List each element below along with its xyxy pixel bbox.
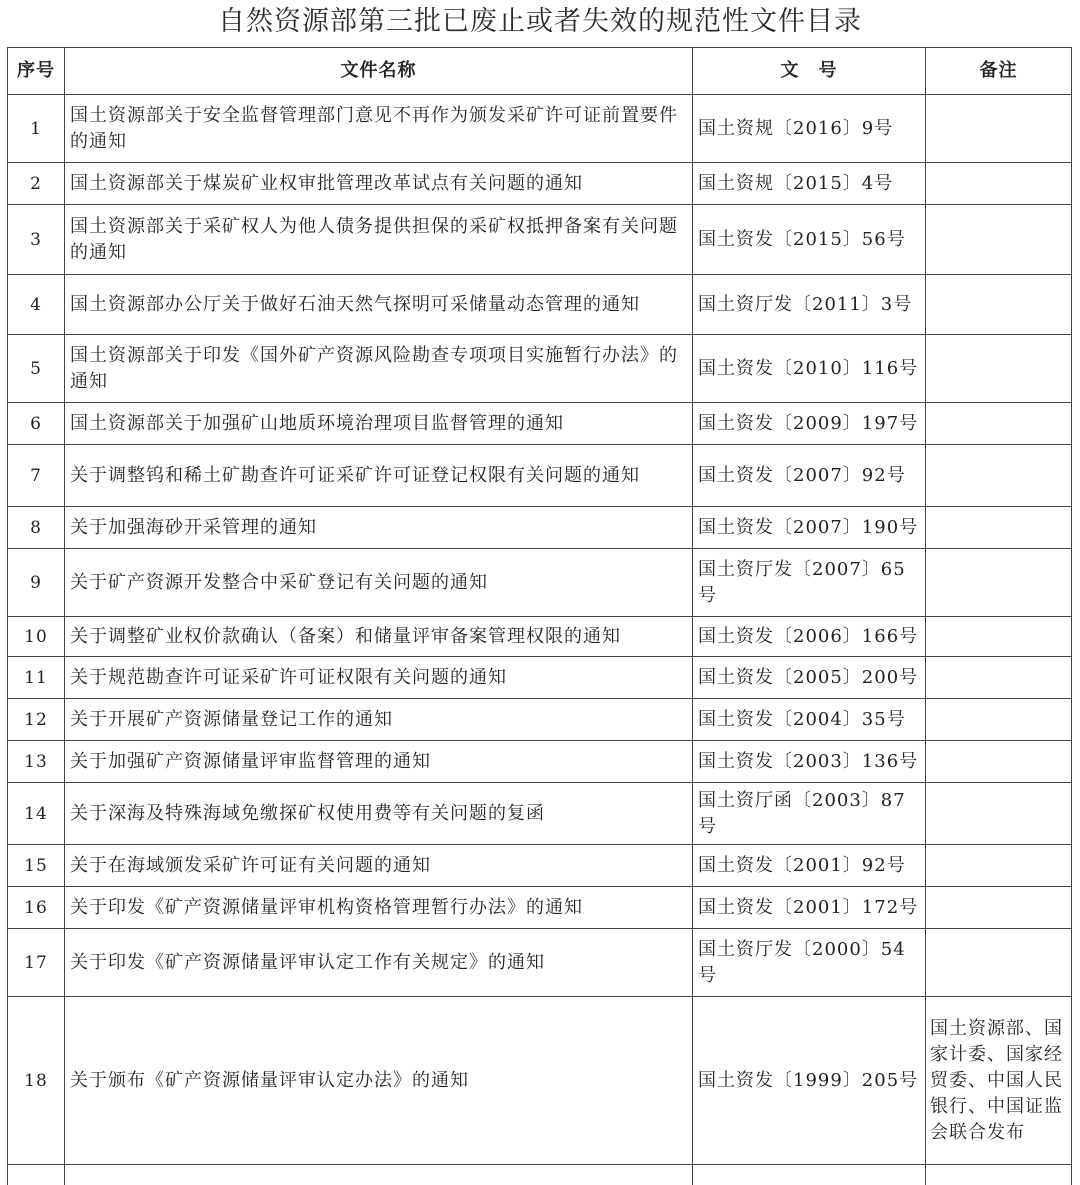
header-name: 文件名称	[65, 48, 693, 95]
header-no: 序号	[8, 48, 65, 95]
row-no: 16	[8, 887, 65, 929]
row-doc-number: 国土资发〔1999〕205号	[693, 997, 926, 1165]
row-doc-number: 国土资发〔2001〕92号	[693, 845, 926, 887]
row-doc-number: 国土资发〔2001〕172号	[693, 887, 926, 929]
row-no: 17	[8, 929, 65, 997]
row-no: 4	[8, 275, 65, 335]
row-name: 关于调整矿业权价款确认（备案）和储量评审备案管理权限的通知	[65, 617, 693, 657]
table-row	[8, 445, 1072, 507]
row-doc-number: 国土资发〔2005〕200号	[693, 657, 926, 699]
table-row	[8, 699, 1072, 741]
row-remark	[926, 741, 1072, 783]
row-doc-number: 国土资发〔2003〕136号	[693, 741, 926, 783]
row-name: 关于颁布《矿产资源储量评审认定办法》的通知	[65, 997, 693, 1165]
table-row	[8, 657, 1072, 699]
row-no: 11	[8, 657, 65, 699]
row-doc-number: 国土资发〔2007〕92号	[693, 445, 926, 507]
row-name: 关于加强海砂开采管理的通知	[65, 507, 693, 549]
row-remark	[926, 205, 1072, 275]
table-row	[8, 205, 1072, 275]
row-remark	[926, 163, 1072, 205]
table-row	[8, 95, 1072, 163]
row-doc-number: 国土资发〔2004〕35号	[693, 699, 926, 741]
row-remark	[926, 95, 1072, 163]
row-name: 关于加强矿产资源储量评审监督管理的通知	[65, 741, 693, 783]
row-name: 关于矿产资源开发整合中采矿登记有关问题的通知	[65, 549, 693, 617]
row-name: 国土资源部关于采矿权人为他人债务提供担保的采矿权抵押备案有关问题的通知	[65, 205, 693, 275]
row-doc-number: 国土资发〔2015〕56号	[693, 205, 926, 275]
row-doc-number: 国土资发〔2006〕166号	[693, 617, 926, 657]
row-doc-number: 国土资厅发〔2007〕65号	[693, 549, 926, 617]
row-doc-number: 国土资发〔2007〕190号	[693, 507, 926, 549]
row-no: 9	[8, 549, 65, 617]
row-remark	[926, 507, 1072, 549]
row-doc-number	[693, 1165, 926, 1185]
row-no: 12	[8, 699, 65, 741]
table-row	[8, 163, 1072, 205]
page-title: 自然资源部第三批已废止或者失效的规范性文件目录	[218, 6, 862, 37]
row-name: 国土资源部办公厅关于做好石油天然气探明可采储量动态管理的通知	[65, 275, 693, 335]
row-remark	[926, 783, 1072, 845]
table-row	[8, 929, 1072, 997]
row-no: 1	[8, 95, 65, 163]
row-remark	[926, 335, 1072, 403]
row-name: 国土资源部关于加强矿山地质环境治理项目监督管理的通知	[65, 403, 693, 445]
document-table	[7, 47, 1072, 1185]
table-row	[8, 1165, 1072, 1185]
table-row	[8, 887, 1072, 929]
row-no: 10	[8, 617, 65, 657]
row-remark	[926, 403, 1072, 445]
table-row	[8, 997, 1072, 1165]
row-name: 国土资源部关于安全监督管理部门意见不再作为颁发采矿许可证前置要件的通知	[65, 95, 693, 163]
header-doc-number: 文 号	[693, 48, 926, 95]
row-remark: 国土资源部、国家计委、国家经贸委、中国人民银行、中国证监会联合发布	[926, 997, 1072, 1165]
row-doc-number: 国土资规〔2015〕4号	[693, 163, 926, 205]
table-row	[8, 549, 1072, 617]
row-name: 关于印发《矿产资源储量评审认定工作有关规定》的通知	[65, 929, 693, 997]
row-remark	[926, 549, 1072, 617]
row-remark	[926, 699, 1072, 741]
row-remark	[926, 275, 1072, 335]
row-doc-number: 国土资规〔2016〕9号	[693, 95, 926, 163]
row-doc-number: 国土资发〔2009〕197号	[693, 403, 926, 445]
row-doc-number: 国土资厅发〔2000〕54号	[693, 929, 926, 997]
row-no: 2	[8, 163, 65, 205]
row-no: 13	[8, 741, 65, 783]
table-row	[8, 617, 1072, 657]
table-row	[8, 335, 1072, 403]
table-row	[8, 783, 1072, 845]
row-name: 关于规范勘查许可证采矿许可证权限有关问题的通知	[65, 657, 693, 699]
table-row	[8, 403, 1072, 445]
row-remark	[926, 845, 1072, 887]
row-doc-number: 国土资厅发〔2011〕3号	[693, 275, 926, 335]
table-row	[8, 275, 1072, 335]
row-name: 关于调整钨和稀土矿勘查许可证采矿许可证登记权限有关问题的通知	[65, 445, 693, 507]
row-name: 国土资源部关于煤炭矿业权审批管理改革试点有关问题的通知	[65, 163, 693, 205]
row-name	[65, 1165, 693, 1185]
row-no: 6	[8, 403, 65, 445]
row-no: 3	[8, 205, 65, 275]
row-name: 关于在海域颁发采矿许可证有关问题的通知	[65, 845, 693, 887]
row-no: 15	[8, 845, 65, 887]
table-row	[8, 845, 1072, 887]
row-name: 关于印发《矿产资源储量评审机构资格管理暂行办法》的通知	[65, 887, 693, 929]
row-remark	[926, 617, 1072, 657]
row-remark	[926, 887, 1072, 929]
row-no: 7	[8, 445, 65, 507]
row-no: 8	[8, 507, 65, 549]
table-row	[8, 741, 1072, 783]
row-name: 关于开展矿产资源储量登记工作的通知	[65, 699, 693, 741]
row-remark	[926, 657, 1072, 699]
row-name: 关于深海及特殊海域免缴探矿权使用费等有关问题的复函	[65, 783, 693, 845]
row-remark	[926, 445, 1072, 507]
row-name: 国土资源部关于印发《国外矿产资源风险勘查专项项目实施暂行办法》的通知	[65, 335, 693, 403]
row-no	[8, 1165, 65, 1185]
table-row	[8, 507, 1072, 549]
row-remark	[926, 1165, 1072, 1185]
row-no: 5	[8, 335, 65, 403]
row-remark	[926, 929, 1072, 997]
row-doc-number: 国土资厅函〔2003〕87号	[693, 783, 926, 845]
header-remark: 备注	[926, 48, 1072, 95]
row-no: 14	[8, 783, 65, 845]
row-no: 18	[8, 997, 65, 1165]
table-header-row	[8, 48, 1072, 95]
row-doc-number: 国土资发〔2010〕116号	[693, 335, 926, 403]
